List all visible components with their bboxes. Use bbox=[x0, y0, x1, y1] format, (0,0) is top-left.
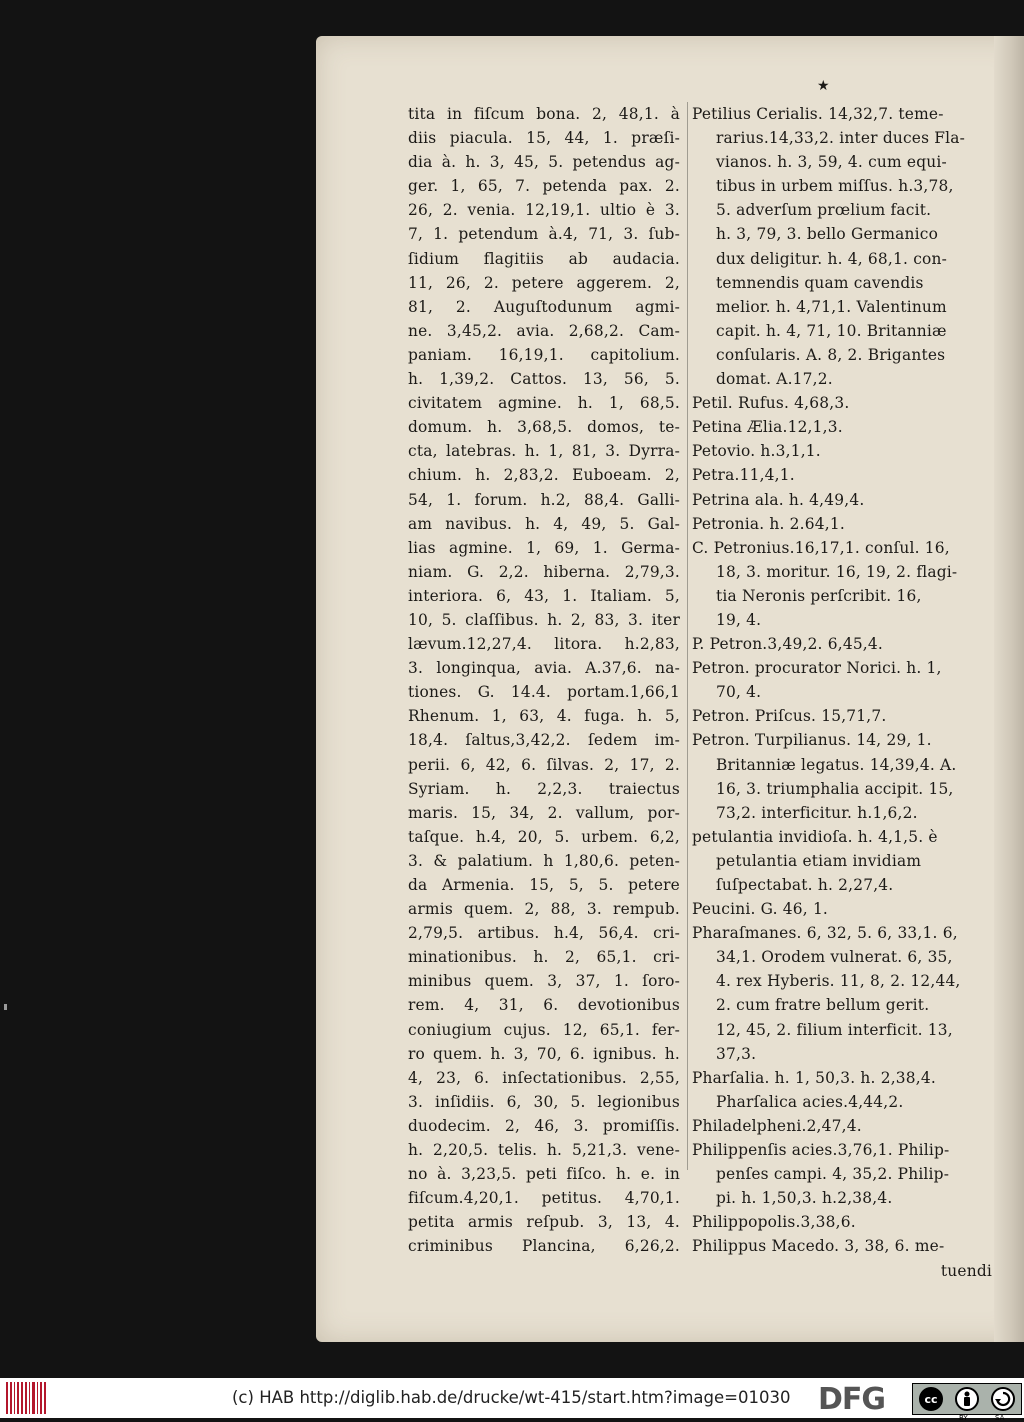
index-entry-line: penſes campi. 4, 35,2. Philip- bbox=[716, 1165, 950, 1184]
index-entry-line: 12, 45, 2. filium interficit. 13, bbox=[716, 1020, 953, 1039]
index-line: no à. 3,23,5. peti fiſco. h. e. in bbox=[408, 1165, 680, 1184]
index-entry-line: 70, 4. bbox=[716, 683, 762, 702]
index-entry-line: Petrina ala. h. 4,49,4. bbox=[692, 490, 865, 509]
index-entry-line: Philippus Macedo. 3, 38, 6. me- bbox=[692, 1237, 945, 1256]
index-line: taſque. h.4, 20, 5. urbem. 6,2, bbox=[408, 827, 680, 846]
index-entry-line: pi. h. 1,50,3. h.2,38,4. bbox=[716, 1189, 893, 1208]
index-line: diis piacula. 15, 44, 1. præſi- bbox=[408, 129, 680, 148]
index-line: duodecim. 2, 46, 3. promiſſis. bbox=[408, 1116, 680, 1135]
index-line: paniam. 16,19,1. capitolium. bbox=[408, 345, 680, 364]
index-entry-line: melior. h. 4,71,1. Valentinum bbox=[716, 297, 947, 316]
index-line: ne. 3,45,2. avia. 2,68,2. Cam- bbox=[408, 321, 680, 340]
hab-logo-icon bbox=[6, 1382, 46, 1414]
credit-link[interactable]: (c) HAB http://diglib.hab.de/drucke/wt-415/start.htm?image=01030 bbox=[232, 1388, 791, 1407]
index-line: 54, 1. forum. h.2, 88,4. Galli- bbox=[408, 490, 680, 509]
index-entry-line: tibus in urbem miſſus. h.3,78, bbox=[716, 177, 954, 196]
index-line: da Armenia. 15, 5, 5. petere bbox=[408, 876, 680, 894]
index-line: am navibus. h. 4, 49, 5. Gal- bbox=[408, 514, 680, 533]
index-entry-line: 2. cum fratre bellum gerit. bbox=[716, 996, 930, 1015]
index-entry-line: Petovio. h.3,1,1. bbox=[692, 442, 821, 461]
index-line: chium. h. 2,83,2. Euboeam. 2, bbox=[408, 466, 680, 485]
scanned-page bbox=[316, 36, 1024, 1342]
index-line: criminibus Plancina, 6,26,2. bbox=[408, 1237, 680, 1256]
index-entry-line: Petra.11,4,1. bbox=[692, 466, 795, 485]
index-line: fiſcum.4,20,1. petitus. 4,70,1. bbox=[408, 1189, 680, 1208]
index-entry-line: vianos. h. 3, 59, 4. cum equi- bbox=[716, 153, 947, 172]
index-line: niam. G. 2,2. hiberna. 2,79,3. bbox=[408, 562, 680, 581]
index-entry-line: 19, 4. bbox=[716, 610, 762, 629]
printer-mark-icon: ★ bbox=[817, 78, 830, 94]
index-line: domum. h. 3,68,5. domos, te- bbox=[408, 418, 680, 437]
index-entry-line: C. Petronius.16,17,1. conſul. 16, bbox=[692, 538, 950, 557]
index-line: 3. & palatium. h 1,80,6. peten- bbox=[408, 851, 680, 870]
index-line: 2,79,5. artibus. h.4, 56,4. cri- bbox=[408, 924, 680, 943]
index-line: ro quem. h. 3, 70, 6. ignibus. h. bbox=[408, 1044, 680, 1063]
index-line: 18,4. ſaltus,3,42,2. ſedem im- bbox=[408, 731, 680, 750]
index-entry-line: Peucini. G. 46, 1. bbox=[692, 900, 829, 919]
column-divider bbox=[687, 102, 688, 1170]
index-line: Rhenum. 1, 63, 4. fuga. h. 5, bbox=[408, 707, 680, 726]
index-entry-line: dux deligitur. h. 4, 68,1. con- bbox=[716, 249, 947, 268]
index-entry-line: tia Neronis perſcribit. 16, bbox=[716, 586, 922, 605]
index-entry-line: Petil. Rufus. 4,68,3. bbox=[692, 394, 850, 413]
index-entry-line: 37,3. bbox=[716, 1044, 757, 1063]
index-entry-line: Philippopolis.3,38,6. bbox=[692, 1213, 856, 1232]
index-entry-line: Petina Ælia.12,1,3. bbox=[692, 418, 843, 437]
index-line: tiones. G. 14.4. portam.1,66,1 bbox=[408, 683, 680, 702]
cc-license-badge[interactable] bbox=[912, 1383, 1022, 1422]
index-line: armis quem. 2, 88, 3. rempub. bbox=[408, 900, 680, 919]
index-line: minationibus. h. 2, 65,1. cri- bbox=[408, 948, 680, 967]
attribution-icon bbox=[955, 1387, 979, 1411]
index-entry-line: Petilius Cerialis. 14,32,7. teme- bbox=[692, 105, 944, 123]
index-line: maris. 15, 34, 2. vallum, por- bbox=[408, 803, 680, 822]
index-line: h. 1,39,2. Cattos. 13, 56, 5. bbox=[408, 370, 680, 389]
index-entry-line: 4. rex Hyberis. 11, 8, 2. 12,44, bbox=[716, 972, 961, 991]
index-line: civitatem agmine. h. 1, 68,5. bbox=[408, 394, 680, 413]
index-line: minibus quem. 3, 37, 1. ſoro- bbox=[408, 972, 680, 991]
index-entry-line: Philippenſis acies.3,76,1. Philip- bbox=[692, 1141, 950, 1160]
sa-label: SA bbox=[995, 1414, 1005, 1422]
index-line: ger. 1, 65, 7. petenda pax. 2. bbox=[408, 177, 680, 196]
catchword: tuendi bbox=[940, 1261, 992, 1280]
index-line: 81, 2. Auguſtodunum agmi- bbox=[408, 297, 680, 316]
index-line: 3. longinqua, avia. A.37,6. na- bbox=[408, 659, 680, 678]
index-line: h. 2,20,5. telis. h. 5,21,3. vene- bbox=[408, 1141, 680, 1160]
index-entry-line: domat. A.17,2. bbox=[716, 370, 833, 389]
index-entry-line: petulantia invidioſa. h. 4,1,5. è bbox=[692, 827, 938, 846]
index-entry-line: Petronia. h. 2.64,1. bbox=[692, 514, 845, 533]
index-entry-line: 34,1. Orodem vulnerat. 6, 35, bbox=[716, 948, 953, 967]
dfg-logo: DFG bbox=[818, 1382, 886, 1417]
index-entry-line: Philadelpheni.2,47,4. bbox=[692, 1116, 862, 1135]
scan-artifact bbox=[4, 1004, 7, 1010]
share-alike-icon bbox=[991, 1387, 1015, 1411]
index-entry-line: temnendis quam cavendis bbox=[716, 273, 924, 292]
index-line: 3. inſidiis. 6, 30, 5. legionibus bbox=[408, 1092, 680, 1111]
index-line: 7, 1. petendum à.4, 71, 3. ſub- bbox=[408, 225, 680, 244]
viewer-footer bbox=[0, 1378, 1024, 1422]
page-fore-edge bbox=[994, 36, 1024, 1342]
index-line: 4, 23, 6. inſectationibus. 2,55, bbox=[408, 1068, 680, 1087]
index-line: petita armis reſpub. 3, 13, 4. bbox=[408, 1213, 680, 1232]
index-entry-line: 18, 3. moritur. 16, 19, 2. flagi- bbox=[716, 562, 958, 581]
index-entry-line: Pharſalica acies.4,44,2. bbox=[716, 1092, 904, 1111]
index-entry-line: 16, 3. triumphalia accipit. 15, bbox=[716, 779, 954, 798]
index-line: lias agmine. 1, 69, 1. Germa- bbox=[408, 538, 680, 557]
index-entry-line: Pharſalia. h. 1, 50,3. h. 2,38,4. bbox=[692, 1068, 936, 1087]
index-line: dia à. h. 3, 45, 5. petendus ag- bbox=[408, 153, 680, 172]
index-line: coniugium cujus. 12, 65,1. fer- bbox=[408, 1020, 680, 1039]
index-entry-line: conſularis. A. 8, 2. Brigantes bbox=[716, 345, 946, 364]
index-entry-line: h. 3, 79, 3. bello Germanico bbox=[716, 225, 939, 244]
index-line: cta, latebras. h. 1, 81, 3. Dyrra- bbox=[408, 442, 680, 461]
index-entry-line: Petron. Turpilianus. 14, 29, 1. bbox=[692, 731, 932, 750]
index-line: ſidium flagitiis ab audacia. bbox=[408, 249, 680, 268]
index-entry-line: Petron. Priſcus. 15,71,7. bbox=[692, 707, 887, 726]
index-line: tita in fiſcum bona. 2, 48,1. à bbox=[408, 105, 680, 123]
index-entry-line: Pharaſmanes. 6, 32, 5. 6, 33,1. 6, bbox=[692, 924, 958, 943]
index-line: interiora. 6, 43, 1. Italiam. 5, bbox=[408, 586, 680, 605]
by-label: BY bbox=[959, 1414, 968, 1422]
index-line: perii. 6, 42, 6. ſilvas. 2, 17, 2. bbox=[408, 755, 680, 774]
index-line: lævum.12,27,4. litora. h.2,83, bbox=[408, 635, 680, 654]
right-text-column bbox=[692, 102, 992, 1283]
index-entry-line: 73,2. interficitur. h.1,6,2. bbox=[716, 803, 918, 822]
index-entry-line: 5. adverſum prœlium facit. bbox=[716, 201, 932, 220]
index-line: Syriam. h. 2,2,3. traiectus bbox=[408, 779, 680, 798]
index-line: 26, 2. venia. 12,19,1. ultio è 3. bbox=[408, 201, 680, 220]
index-line: 10, 5. claſſibus. h. 2, 83, 3. iter bbox=[408, 610, 680, 629]
left-text-column bbox=[408, 102, 680, 1259]
index-entry-line: P. Petron.3,49,2. 6,45,4. bbox=[692, 635, 883, 654]
index-entry-line: petulantia etiam invidiam bbox=[716, 851, 922, 870]
cc-icon: cc bbox=[919, 1387, 943, 1411]
index-entry-line: Britanniæ legatus. 14,39,4. A. bbox=[716, 755, 957, 774]
index-entry-line: ſuſpectabat. h. 2,27,4. bbox=[716, 876, 894, 894]
index-entry-line: rarius.14,33,2. inter duces Fla- bbox=[716, 129, 966, 148]
index-entry-line: Petron. procurator Norici. h. 1, bbox=[692, 659, 942, 678]
index-line: rem. 4, 31, 6. devotionibus bbox=[408, 996, 680, 1015]
index-line: 11, 26, 2. petere aggerem. 2, bbox=[408, 273, 680, 292]
index-entry-line: capit. h. 4, 71, 10. Britanniæ bbox=[716, 321, 947, 340]
